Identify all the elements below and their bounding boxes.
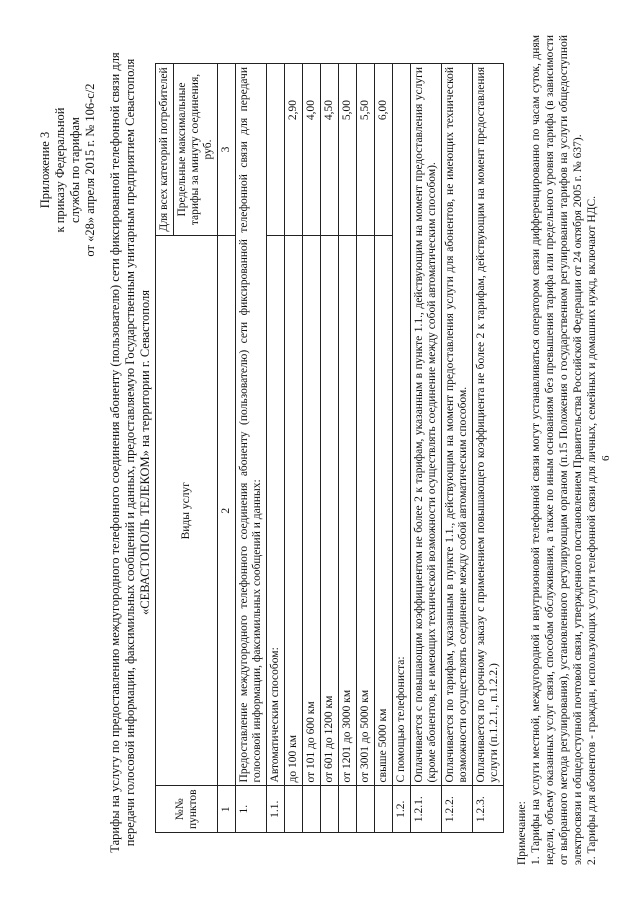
appendix-line-4: от «28» апреля 2015 г. № 106-с/2 [83, 83, 97, 257]
table-row [285, 64, 303, 833]
distance-value: 4,50 [321, 64, 339, 236]
table-row [442, 64, 473, 833]
header-num: №№ пунктов [156, 786, 218, 833]
table-row [473, 64, 504, 833]
row-num: 1.1. [267, 786, 285, 833]
column-number-2: 2 [218, 236, 236, 786]
row-num-empty [357, 786, 375, 833]
distance-label: от 1201 до 3000 км [339, 236, 357, 786]
row-num-empty [321, 786, 339, 833]
row-num: 1. [236, 786, 267, 833]
distance-label: до 100 км [285, 236, 303, 786]
distance-label: от 101 до 600 км [303, 236, 321, 786]
header-category: Для всех категорий потребителей [156, 64, 174, 236]
notes-heading: Примечание: [516, 801, 528, 865]
header-tariff: Предельные максимальные тарифы за минуту соединения, руб. [174, 64, 218, 236]
row-text: Оплачивается с повышающим коэффициентом не более 2 к тарифам, указанным в пункте 1.1., действующим на момент предоставления услуги (кроме абонентов, не имеющих технической возможности осуществлять соединение между собой автоматическим способом). [411, 64, 442, 786]
column-number-3: 3 [218, 64, 236, 236]
header-service: Виды услуг [156, 236, 218, 786]
table-row [236, 64, 267, 833]
table-row [411, 64, 442, 833]
row-text: С помощью телефониста: [393, 64, 411, 786]
table-row [357, 64, 375, 833]
table-row [321, 64, 339, 833]
distance-label: свыше 5000 км [375, 236, 393, 786]
page-number: 6 [600, 455, 612, 461]
appendix-line-2: к приказу Федеральной [53, 107, 67, 233]
row-num-empty [303, 786, 321, 833]
appendix-line-1: Приложение 3 [38, 131, 52, 209]
row-value-empty [267, 64, 285, 236]
table-row [339, 64, 357, 833]
notes [515, 35, 599, 865]
row-text: Оплачивается по тарифам, указанным в пункте 1.1., действующим на момент предоставления услуги для абонентов, не имеющих технической возможности осуществлять соединение между собой автоматическим способом. [442, 64, 473, 786]
row-num: 1.2.3. [473, 786, 504, 833]
row-text: Автоматическим способом: [267, 236, 285, 786]
row-num: 1.2. [393, 786, 411, 833]
row-num-empty [285, 786, 303, 833]
row-num: 1.2.1. [411, 786, 442, 833]
table-row [303, 64, 321, 833]
distance-value: 5,50 [357, 64, 375, 236]
row-num-empty [339, 786, 357, 833]
appendix-header [38, 40, 98, 300]
table-column-numbers [218, 64, 236, 833]
table-row [267, 64, 285, 833]
row-num-empty [375, 786, 393, 833]
table-row [375, 64, 393, 833]
appendix-line-3: службы по тарифам [68, 117, 82, 223]
row-text: Оплачивается по срочному заказу с применением повышающего коэффициента не более 2 к тарифам, действующим на момент предоставления услуги (п.1.2.1., п.1.2.2.) [473, 64, 504, 786]
tariff-table [155, 63, 504, 833]
note-1: 1. Тарифы на услуги местной, междугородной и внутризоновой телефонной связи могут устанавливаться оператором связи дифференцированно по часам суток, дням недели, объему оказанных услуг связи, способам обслуживания, а также по иным основаниям без превышения тарифа или предельного уровня тарифа (в зависимости от выбранного метода регулирования), установленного регулирующим органом (п.15 Положения о государственном регулировании тарифов на услуги общедоступной электросвязи и общедоступной почтовой связи, утвержденного постановлением Правительства Российской Федерации от 24 октября 2005 г. № 637). [530, 35, 584, 865]
row-text: Предоставление междугородного телефонного соединения абоненту (пользователю) сети фиксированной телефонной связи для передачи голосовой информации, факсимильных сообщений и данных: [236, 64, 267, 786]
distance-value: 2,90 [285, 64, 303, 236]
document-title: Тарифы на услугу по предоставлению междугородного телефонного соединения абоненту (пользователю) сети фиксированной телефонной связи для передачи голосовой информации, факсимильных сообщений и данных, предоставляемую Государственным унитарным предприятием Севастополя «СЕВАСТОПОЛЬ ТЕЛЕКОМ» на территории г. Севастополя [108, 52, 152, 853]
note-2: 2. Тарифы для абонентов - граждан, использующих услуги телефонной связи для личных, семейных и домашних нужд, включают НДС. [586, 195, 598, 865]
table-row [393, 64, 411, 833]
table-header-row [156, 64, 174, 833]
distance-label: от 601 до 1200 км [321, 236, 339, 786]
column-number-1: 1 [218, 786, 236, 833]
row-num: 1.2.2. [442, 786, 473, 833]
distance-value: 5,00 [339, 64, 357, 236]
distance-value: 6,00 [375, 64, 393, 236]
distance-label: от 3001 до 5000 км [357, 236, 375, 786]
distance-value: 4,00 [303, 64, 321, 236]
